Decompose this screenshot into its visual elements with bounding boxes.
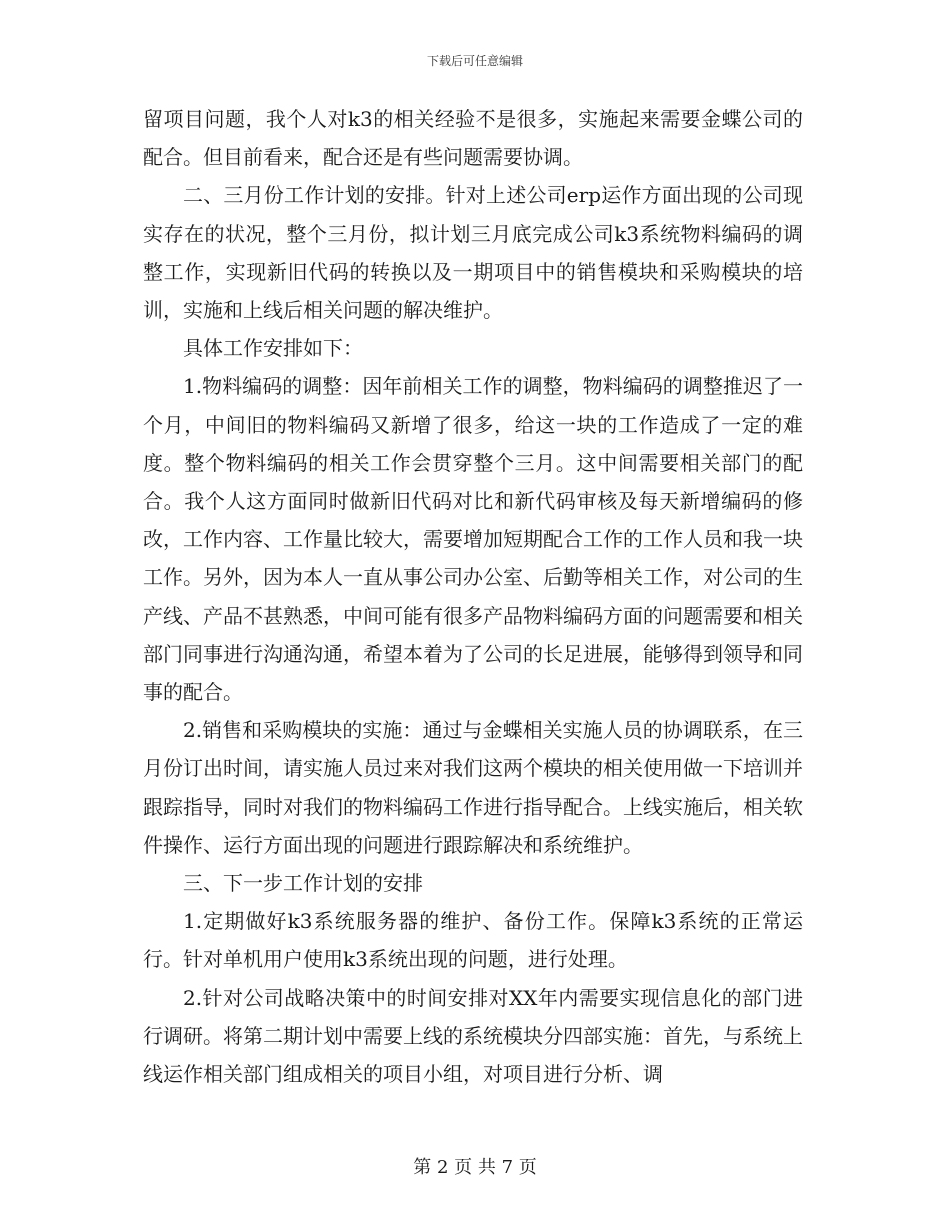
paragraph-continuation: 留项目问题，我个人对k3的相关经验不是很多，实施起来需要金蝶公司的配合。但目前看来，配合还是有些问题需要协调。 [143,107,803,170]
paragraph-material-coding: 1.物料编码的调整：因年前相关工作的调整，物料编码的调整推迟了一个月，中间旧的物料编码又新增了很多，给这一块的工作造成了一定的难度。整个物料编码的相关工作会贯穿整个三月。这中间需要相关部门的配合。我个人这方面同时做新旧代码对比和新代码审核及每天新增编码的修改，工作内容、工作量比较大，需要增加短期配合工作的工作人员和我一块工作。另外，因为本人一直从事公司办公室、后勤等相关工作，对公司的生产线、产品不甚熟悉，中间可能有很多产品物料编码方面的问题需要和相关部门同事进行沟通沟通，希望本着为了公司的长足进展，能够得到领导和同事的配合。 [143,374,803,705]
page-header: 下载后可任意编辑 [426,54,523,68]
document-body [143,100,803,1093]
paragraph-march-plan: 二、三月份工作计划的安排。针对上述公司erp运作方面出现的公司现实存在的状况，整个三月份，拟计划三月底完成公司k3系统物料编码的调整工作，实现新旧代码的转换以及一期项目中的销售模块和采购模块的培训，实施和上线后相关问题的解决维护。 [143,183,803,323]
paragraph-server-maintenance: 1.定期做好k3系统服务器的维护、备份工作。保障k3系统的正常运行。针对单机用户使用k3系统出现的问题，进行处理。 [143,909,803,972]
paragraph-next-step-heading: 三、下一步工作计划的安排 [183,871,423,896]
page-number: 第 2 页 共 7 页 [413,1157,537,1178]
paragraph-sales-purchase: 2.销售和采购模块的实施：通过与金蝶相关实施人员的协调联系，在三月份订出时间，请实施人员过来对我们这两个模块的相关使用做一下培训并跟踪指导，同时对我们的物料编码工作进行指导配合。上线实施后，相关软件操作、运行方面出现的问题进行跟踪解决和系统维护。 [143,718,803,857]
paragraph-arrangement-heading: 具体工作安排如下： [183,336,363,361]
paragraph-research-plan: 2.针对公司战略决策中的时间安排对XX年内需要实现信息化的部门进行调研。将第二期计划中需要上线的系统模块分四部实施：首先，与系统上线运作相关部门组成相关的项目小组，对项目进行分析、调 [143,985,803,1087]
